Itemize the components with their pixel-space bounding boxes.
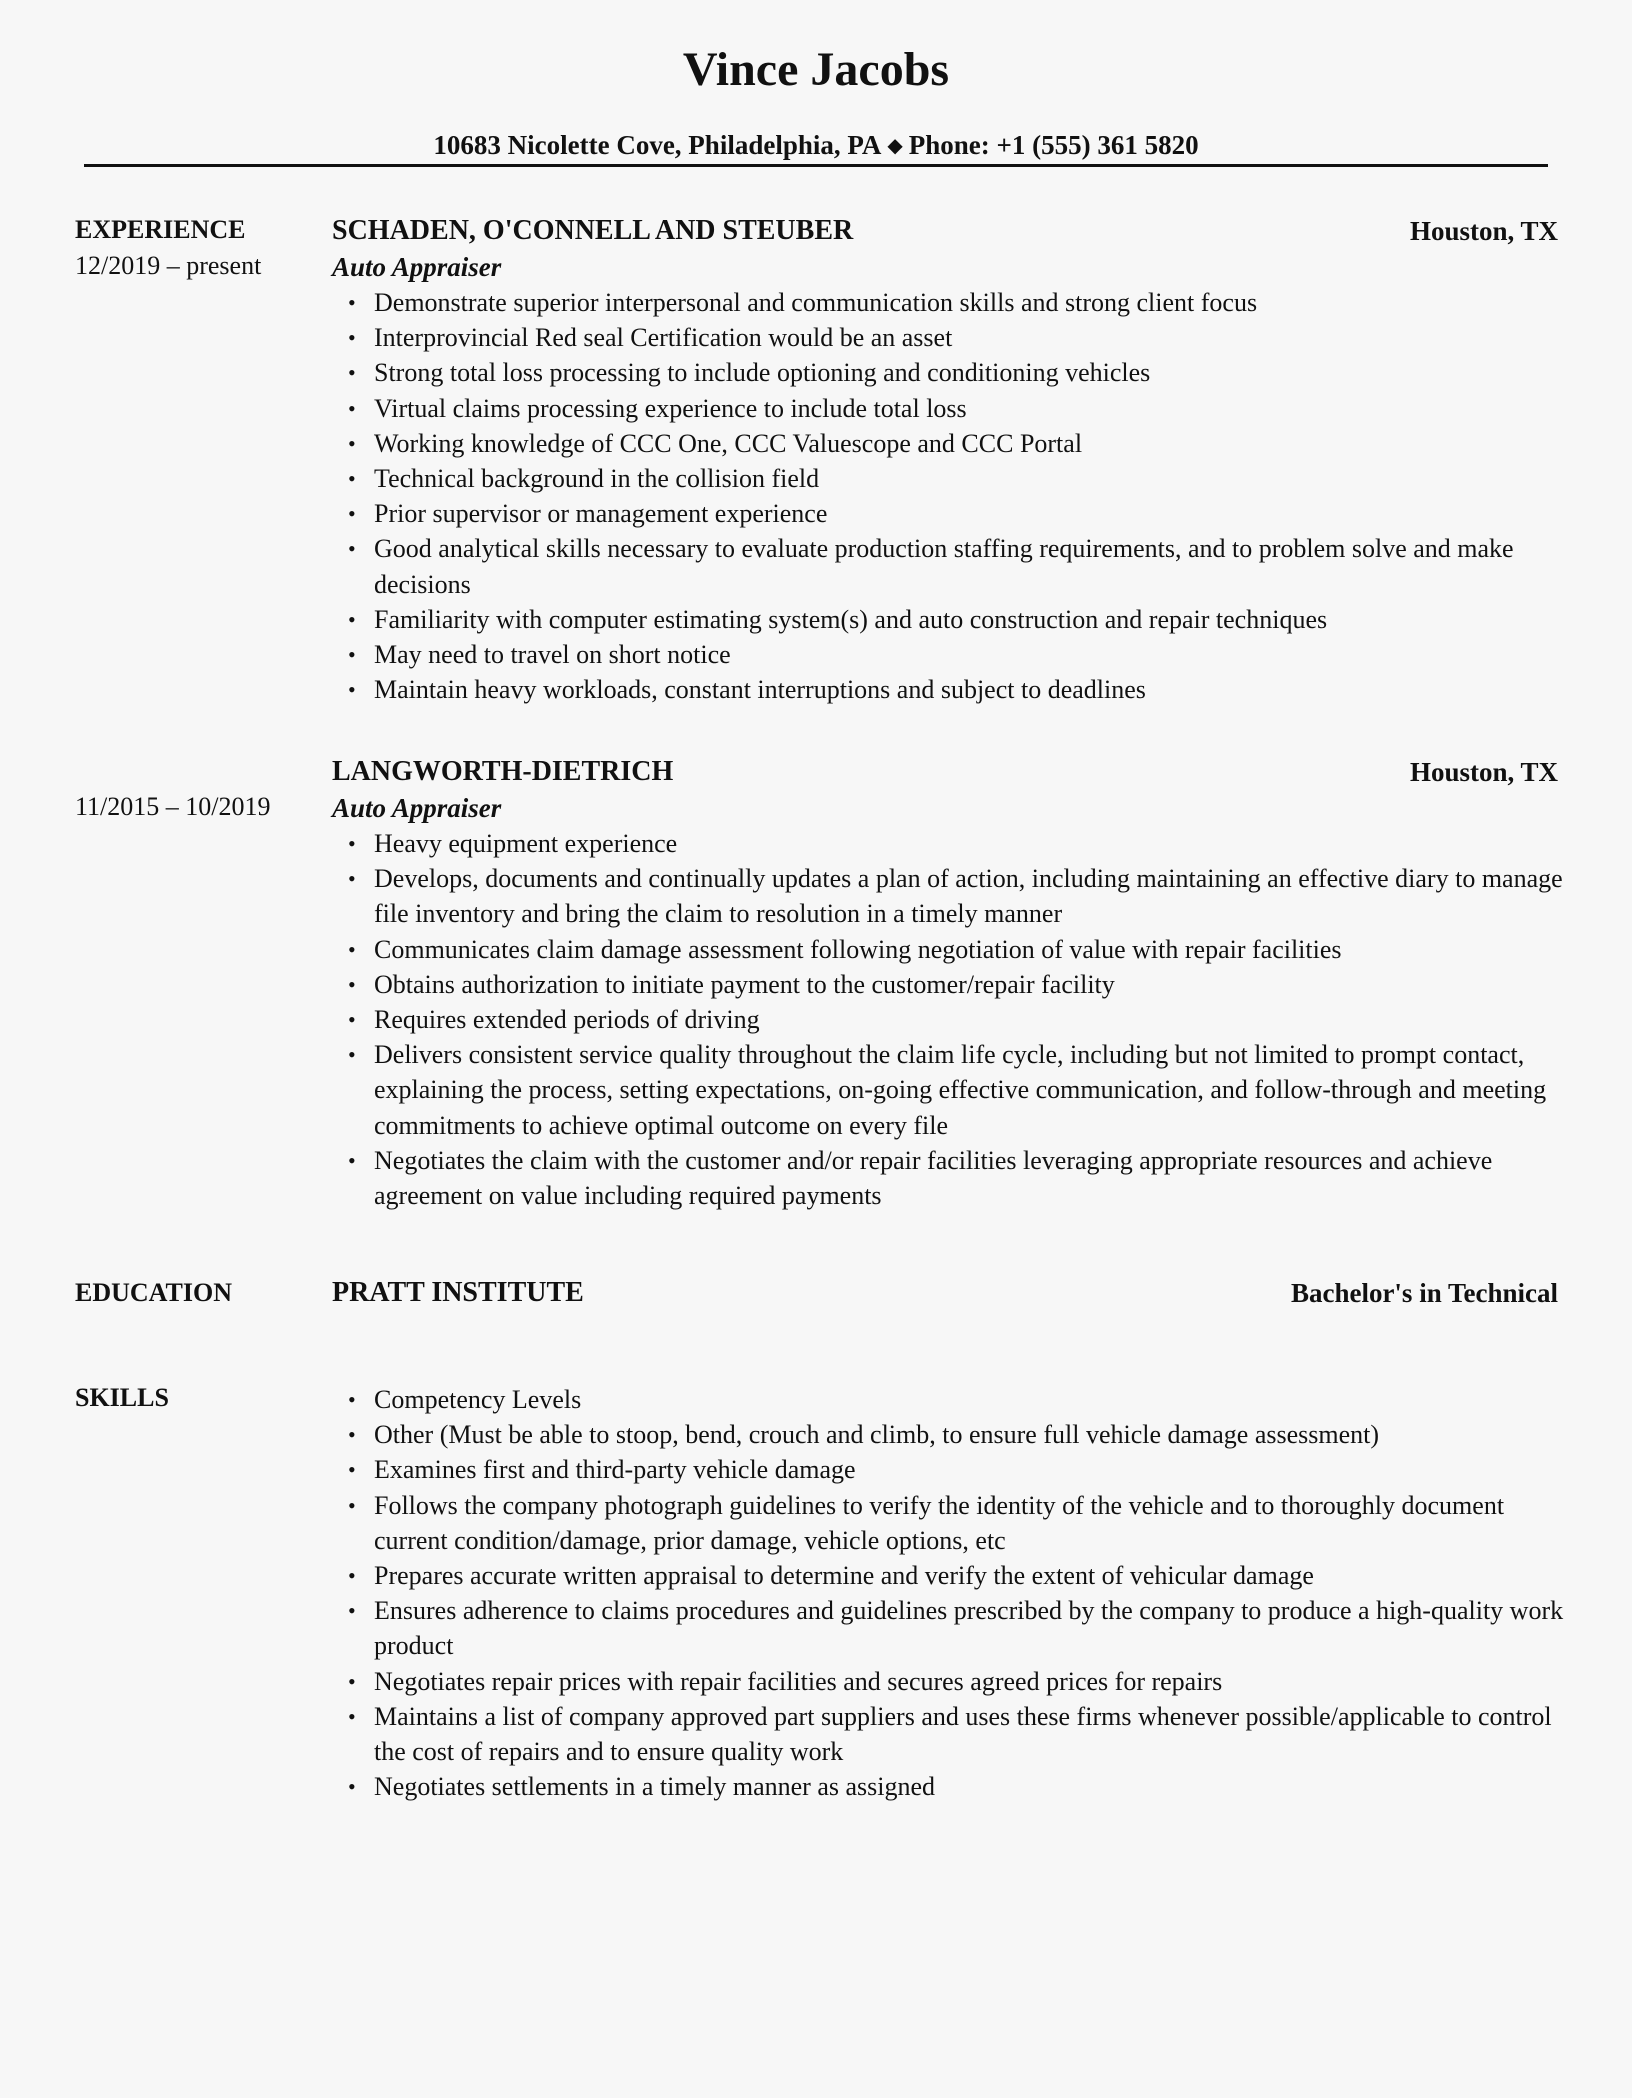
bullet-icon: • [348,1703,356,1729]
list-item: • Obtains authorization to initiate payment to the customer/repair facility [332,967,1566,1002]
diamond-separator-icon: ◆ [887,135,903,157]
bullet-icon: • [348,971,356,997]
list-item: • Develops, documents and continually updates a plan of action, including maintaining an effective diary to manage file inventory and bring the claim to resolution in a timely manner [332,861,1566,931]
list-item: • Competency Levels [332,1382,1566,1417]
list-item: • Negotiates the claim with the customer and/or repair facilities leveraging appropriate resources and achieve agreement on value including required payments [332,1143,1566,1213]
bullet-icon: • [348,677,356,703]
job-1 [332,214,1558,707]
bullet-icon: • [348,642,356,668]
bullet-icon: • [348,430,356,456]
bullet-icon: • [348,1042,356,1068]
job-1-header [332,214,1558,250]
list-item: • Negotiates settlements in a timely manner as assigned [332,1769,1566,1804]
list-item: • Demonstrate superior interpersonal and communication skills and strong client focus [332,285,1566,320]
bullet-icon: • [348,866,356,892]
job-2-role: Auto Appraiser [332,793,502,823]
bullet-icon: • [348,606,356,632]
bullet-icon: • [348,1492,356,1518]
list-item: • Working knowledge of CCC One, CCC Valuescope and CCC Portal [332,426,1566,461]
bullet-icon: • [348,536,356,562]
bullet-icon: • [348,831,356,856]
address: 10683 Nicolette Cove, Philadelphia, PA [433,130,882,160]
bullet-icon: • [348,395,356,421]
degree: Bachelor's in Technical [1290,1278,1558,1308]
phone: Phone: +1 (555) 361 5820 [908,130,1199,160]
job-2 [332,755,1563,1213]
list-item: • Heavy equipment experience [332,826,1566,861]
list-item: • Interprovincial Red seal Certification would be an asset [332,320,1566,355]
bullet-icon: • [348,1387,356,1412]
bullet-icon: • [348,1668,356,1694]
job-1-location: Houston, TX [1409,216,1558,246]
candidate-name: Vince Jacobs [682,43,950,96]
bullet-icon: • [348,1147,356,1173]
bullet-icon: • [348,290,356,315]
bullet-icon: • [348,936,356,962]
list-item: • Prior supervisor or management experience [332,496,1566,531]
job-1-role: Auto Appraiser [332,252,502,282]
bullet-icon: • [348,1422,356,1448]
list-item: • Delivers consistent service quality throughout the claim life cycle, including but not limited to prompt contact, explaining the process, setting expectations, on-going effective communication, and follow-through and meeting commitments to achieve optimal outcome on every file [332,1037,1566,1143]
bullet-icon: • [348,501,356,527]
bullet-icon: • [348,1774,356,1800]
contact-line [0,128,1632,163]
bullet-icon: • [348,1007,356,1033]
job-2-bullets [332,826,1563,1213]
bullet-icon: • [348,325,356,351]
list-item: • Ensures adherence to claims procedures and guidelines prescribed by the company to produce a high-quality work product [332,1593,1566,1663]
list-item: • Maintains a list of company approved part suppliers and uses these firms whenever possible/applicable to control the cost of repairs and to ensure quality work [332,1699,1566,1769]
list-item: • Examines first and third-party vehicle damage [332,1452,1566,1487]
job-2-location: Houston, TX [1409,757,1558,787]
list-item: • Virtual claims processing experience to include total loss [332,391,1566,426]
list-item: • Strong total loss processing to include optioning and conditioning vehicles [332,355,1566,390]
list-item: • Negotiates repair prices with repair facilities and secures agreed prices for repairs [332,1664,1566,1699]
job-2-company: LANGWORTH-DIETRICH [332,756,674,787]
list-item: • Technical background in the collision field [332,461,1566,496]
header-divider [84,164,1548,167]
education-entry [332,1276,1558,1312]
job-1-bullets [332,285,1558,707]
job-2-header [332,755,1558,791]
list-item: • Communicates claim damage assessment following negotiation of value with repair facilities [332,932,1566,967]
skills-section-title: SKILLS [75,1383,169,1412]
list-item: • Maintain heavy workloads, constant interruptions and subject to deadlines [332,672,1566,707]
job-1-dates: 12/2019 – present [75,251,262,280]
bullet-icon: • [348,1563,356,1589]
bullet-icon: • [348,1457,356,1483]
education-section-title: EDUCATION [75,1278,232,1307]
list-item: • Other (Must be able to stoop, bend, crouch and climb, to ensure full vehicle damage assessment) [332,1417,1566,1452]
bullet-icon: • [348,360,356,386]
list-item: • Good analytical skills necessary to evaluate production staffing requirements, and to problem solve and make decisions [332,531,1566,601]
list-item: • Requires extended periods of driving [332,1002,1566,1037]
skills-entry [332,1382,1564,1804]
list-item: • Follows the company photograph guidelines to verify the identity of the vehicle and to thoroughly document current condition/damage, prior damage, vehicle options, etc [332,1488,1566,1558]
job-1-company: SCHADEN, O'CONNELL AND STEUBER [332,215,854,246]
education-header [332,1276,1558,1312]
school-name: PRATT INSTITUTE [332,1277,584,1308]
skills-bullets [332,1382,1564,1804]
list-item: • Familiarity with computer estimating system(s) and auto construction and repair techniques [332,602,1566,637]
list-item: • Prepares accurate written appraisal to determine and verify the extent of vehicular damage [332,1558,1566,1593]
bullet-icon: • [348,1598,356,1624]
bullet-icon: • [348,466,356,492]
job-2-dates: 11/2015 – 10/2019 [75,792,271,821]
experience-section-title: EXPERIENCE [75,215,246,244]
list-item: • May need to travel on short notice [332,637,1566,672]
